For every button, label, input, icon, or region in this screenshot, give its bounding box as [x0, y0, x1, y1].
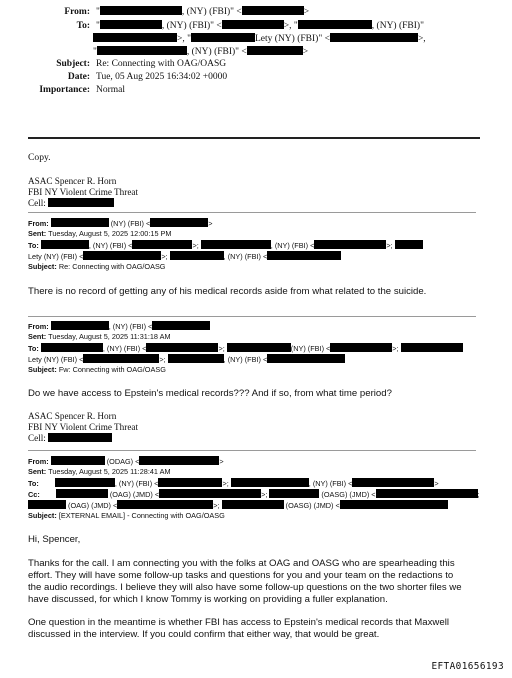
redaction [340, 500, 448, 509]
msg3-to-1: To: , (NY) (FBI) < >; (NY) (FBI) < >; [28, 343, 463, 355]
redaction [83, 251, 161, 260]
redaction [100, 6, 182, 15]
redaction [48, 433, 112, 442]
redaction [150, 218, 208, 227]
importance-value: Normal [96, 85, 126, 95]
msg4-from: From: (ODAG) < > [28, 457, 224, 466]
redaction [132, 240, 192, 249]
subject-value: Re: Connecting with OAG/OASG [96, 59, 227, 69]
msg4-cc-2: (OAG) (JMD) < >; (OASG) (JMD) < [28, 500, 448, 512]
header-divider [28, 137, 480, 139]
msg4-para1-line2: effort. They will have some follow-up tasks and questions for you and your team on the redactions to [28, 570, 454, 581]
redaction [395, 240, 423, 249]
header-to-1: To: " , (NY) (FBI)" < >, " , (NY) (FBI)" [0, 20, 424, 31]
redaction [352, 478, 434, 487]
header-from: From: " , (NY) (FBI)" < > [0, 6, 309, 17]
msg4-greeting: Hi, Spencer, [28, 534, 81, 545]
msg3-from: From: , (NY) (FBI) < [28, 321, 210, 333]
redaction [227, 343, 291, 352]
msg3-sig-title: FBI NY Violent Crime Threat [28, 422, 139, 432]
msg3-to-2: Lety (NY) (FBI) < >; , (NY) (FBI) < [28, 354, 345, 366]
redaction [330, 33, 418, 42]
msg4-sent: Sent: Tuesday, August 5, 2025 11:28:41 AM [28, 467, 171, 476]
redaction [55, 478, 115, 487]
divider [28, 316, 476, 317]
header-importance [0, 85, 125, 95]
msg4-para2-line2: discussed in the interview. If you could confirm that either way, that would be great. [28, 629, 380, 640]
msg1-sig-title: FBI NY Violent Crime Threat [28, 187, 139, 197]
redaction [269, 489, 319, 498]
header-to-2: >, " Lety (NY) (FBI)" < >, [93, 33, 426, 44]
msg4-para2-line1: One question in the meantime is whether FBI has access to Epstein's medical records that Maxwell [28, 617, 449, 628]
redaction [146, 343, 218, 352]
from-label: From: [64, 7, 90, 17]
redaction [330, 343, 392, 352]
redaction [41, 343, 103, 352]
msg3-body: Do we have access to Epstein's medical records??? And if so, from what time period? [28, 388, 392, 399]
redaction [93, 33, 177, 42]
redaction [28, 500, 66, 509]
redaction [267, 354, 345, 363]
redaction [314, 240, 386, 249]
msg2-body: There is no record of getting any of his medical records aside from what related to the suicide. [28, 286, 427, 297]
msg2-to-1: To: , (NY) (FBI) < >; , (NY) (FBI) < >; [28, 240, 423, 252]
msg4-para1-line1: Thanks for the call. I am connecting you with the folks at OAG and OASG who are spearheading this [28, 558, 455, 569]
redaction [231, 478, 309, 487]
redaction [298, 20, 372, 29]
redaction [152, 321, 210, 330]
redaction [97, 46, 187, 55]
divider [28, 212, 476, 213]
importance-label: Importance: [39, 85, 90, 95]
redaction [222, 500, 284, 509]
bates-number: EFTA01656193 [431, 661, 504, 672]
redaction [170, 251, 224, 260]
msg4-para1-line3: the audio recordings. I believe they will also have some follow-up questions on the two shorter files we [28, 582, 462, 593]
msg4-to: To: , (NY) (FBI) < >; , (NY) (FBI) < > [28, 479, 439, 488]
header-date [0, 72, 227, 82]
date-value: Tue, 05 Aug 2025 16:34:02 +0000 [96, 72, 228, 82]
redaction [376, 489, 478, 498]
date-label: Date: [67, 72, 90, 82]
msg3-sig-cell: Cell: [28, 433, 112, 445]
redaction [100, 20, 162, 29]
msg2-sent: Sent: Tuesday, August 5, 2025 12:00:15 PM [28, 229, 172, 238]
redaction [191, 33, 255, 42]
redaction [56, 489, 108, 498]
msg4-cc-1: Cc: (OAG) (JMD) < >; (OASG) (JMD) < ; [28, 490, 480, 499]
msg1-sig-cell: Cell: [28, 198, 114, 210]
divider [28, 450, 476, 451]
redaction [51, 321, 109, 330]
msg1-body: Copy. [28, 152, 51, 163]
msg3-sent: Sent: Tuesday, August 5, 2025 11:31:18 AM [28, 332, 171, 341]
redaction [401, 343, 463, 352]
redaction [159, 489, 261, 498]
redaction [242, 6, 304, 15]
msg3-sig-name: ASAC Spencer R. Horn [28, 411, 117, 421]
msg4-para1-line4: have discussed, for which I know Tommy is working on providing a fuller explanation. [28, 594, 388, 605]
to-label: To: [76, 21, 90, 31]
redaction [247, 46, 303, 55]
redaction [51, 456, 105, 465]
redaction [139, 456, 219, 465]
redaction [117, 500, 213, 509]
header-subject [0, 59, 226, 69]
msg1-sig-name: ASAC Spencer R. Horn [28, 176, 117, 186]
msg3-subject: Subject: Fw: Connecting with OAG/OASG [28, 365, 166, 374]
redaction [158, 478, 222, 487]
redaction [267, 251, 341, 260]
redaction [83, 354, 159, 363]
subject-label: Subject: [56, 59, 90, 69]
msg2-from: From: (NY) (FBI) < > [28, 219, 213, 228]
redaction [168, 354, 224, 363]
redaction [51, 218, 109, 227]
msg2-subject: Subject: Re: Connecting with OAG/OASG [28, 262, 166, 271]
redaction [41, 240, 89, 249]
redaction [222, 20, 284, 29]
msg4-subject: Subject: [EXTERNAL EMAIL] - Connecting with OAG/OASG [28, 511, 225, 520]
msg2-to-2: Lety (NY) (FBI) < >; , (NY) (FBI) < [28, 251, 341, 263]
redaction [201, 240, 271, 249]
redaction [48, 198, 114, 207]
header-to-3: " , (NY) (FBI)" < > [93, 47, 309, 57]
